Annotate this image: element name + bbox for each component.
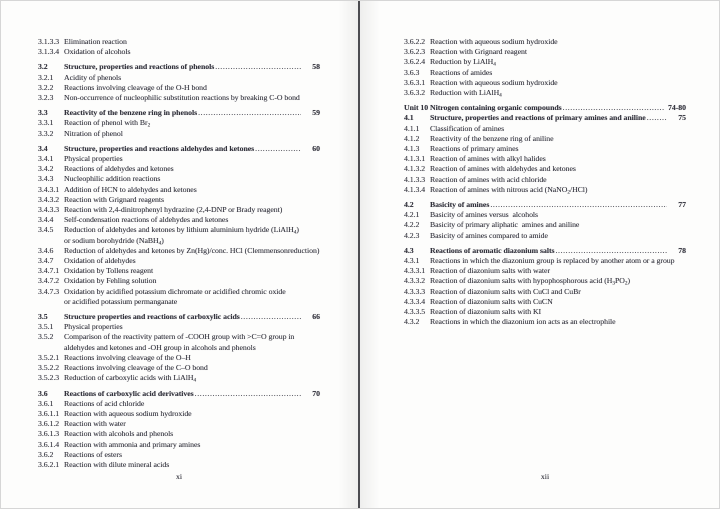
toc-entry [38,62,320,72]
toc-entry-title: Reaction of diazonium salts with CuCl and CuBr [430,286,581,296]
toc-entry-title: Reaction with Grignard reagent [430,47,528,57]
toc-entry [38,205,320,215]
toc-entry [38,164,320,174]
toc-entry-title: Reaction with 2,4-dinitrophenyl hydrazine (2,4-DNP or Brady reagent) [64,205,283,215]
toc-entry-title: Nucleophilic addition reactions [64,174,161,184]
toc-entry-page-ref: 75 [678,113,686,123]
toc-entry-title: Non-occurrence of nucleophilic substitution reactions by breaking C-O bond [64,93,300,103]
toc-entry-number: 3.6.2.4 [404,57,426,67]
toc-entry [38,332,320,342]
toc-entry-title: Reaction with dilute mineral acids [64,459,170,469]
toc-entry-page-ref: 70 [312,388,320,398]
toc-entry-page-ref: 77 [678,200,686,210]
toc-entry [38,389,320,399]
toc-entry-number: 4.3.1 [404,256,420,266]
toc-entry [38,195,320,205]
toc-entry-number: 4.1.3.3 [404,174,426,184]
toc-entry [404,164,686,174]
toc-entry [38,440,320,450]
toc-entry-title: Reaction of diazonium salts with water [430,266,551,276]
toc-entry [404,57,686,67]
toc-entry [404,154,686,164]
toc-entry-title: Reactions of primary amines [430,144,519,154]
left-page-number-footer: xi [175,472,183,481]
toc-entry [38,297,320,307]
toc-entry-number: 4.3.3.1 [404,266,426,276]
toc-entry [38,154,320,164]
toc-entry [38,450,320,460]
toc-entry [404,246,686,256]
dot-leader [241,312,301,322]
toc-entry-number: 3.4.3.2 [38,194,60,204]
toc-entry-number: Unit 10 [404,103,429,113]
toc-entry-number: 3.4.3 [38,174,54,184]
toc-entry [404,37,686,47]
toc-entry [38,419,320,429]
toc-entry [38,399,320,409]
toc-entry-title: Reduction of aldehydes and ketones by Zn(Hg)/conc. HCl (Clemmensonreduction) [64,245,320,255]
toc-entry-title: or sodium borohydride (NaBH$_4$) [64,235,164,247]
toc-entry-number: 3.6.3.1 [404,77,426,87]
toc-entry-number: 3.2 [38,62,48,72]
gutter-shadow-left [338,1,358,509]
toc-entry-title: Reduction with LiAlH$_4$ [430,88,502,99]
toc-entry-title: Reactivity of the benzene ring of aniline [430,133,554,143]
toc-entry-number: 4.3.3.4 [404,296,426,306]
toc-entry-title: Reaction of amines with aldehydes and ketones [430,164,576,174]
toc-entry-title: Reactions of carboxylic acid derivatives [64,388,194,398]
toc-entry-number: 4.1.3 [404,144,420,154]
toc-entry-number: 4.1 [404,113,414,123]
toc-entry-title: or acidified potassium permanganate [64,296,178,306]
toc-entry [38,236,320,246]
toc-entry-title: Structure properties and reactions of carboxylic acids [64,312,240,322]
toc-entry [404,68,686,78]
toc-entry [404,134,686,144]
toc-entry [404,88,686,98]
toc-entry [38,312,320,322]
toc-entry-title: Reactions of amides [430,67,493,77]
toc-entry-number: 3.4.6 [38,245,54,255]
toc-entry-page-ref: 60 [312,143,320,153]
toc-entry-number: 3.4.7.2 [38,276,60,286]
toc-entry-title: Reactions involving cleavage of the O–H [64,352,191,362]
toc-entry [404,307,686,317]
toc-entry [404,175,686,185]
toc-entry-number: 3.6.2.2 [404,37,426,46]
toc-entry-number: 4.3 [404,245,414,255]
toc-entry-title: Reaction of amines with acid chloride [430,174,547,184]
toc-entry-title: Physical properties [64,154,123,164]
toc-entry [38,83,320,93]
toc-entry [38,429,320,439]
toc-entry-number: 4.3.3.5 [404,307,426,317]
toc-entry-title: Reaction with water [64,419,126,429]
toc-entry [38,47,320,57]
toc-entry-title: Reactions involving cleavage of the C–O bond [64,363,208,373]
toc-entry-page-ref: 74-80 [668,103,686,113]
toc-entry-title: Reaction with aqueous sodium hydroxide [64,408,192,418]
toc-entry-number: 3.4.5 [38,225,54,235]
toc-entry [404,144,686,154]
toc-entry [38,460,320,470]
dot-leader [255,144,301,154]
toc-entry [38,93,320,103]
toc-entry [38,373,320,383]
toc-entry [38,108,320,118]
dot-leader [195,389,301,399]
toc-entry-title: Reactions in which the diazonium group is replaced by another atom or a group [430,256,675,266]
toc-entry-number: 3.4.7 [38,256,54,266]
toc-entry-title: Classification of amines [430,123,505,133]
toc-entry-title: Reaction of amines with nitrous acid (NaNO$_2$/HCl) [430,184,588,196]
toc-entry-page-ref: 66 [312,312,320,322]
toc-entry [38,118,320,128]
right-page-number-footer: xii [540,472,550,481]
toc-entry-number: 4.1.1 [404,123,420,133]
toc-entry-number: 3.2.2 [38,82,54,92]
toc-entry [404,124,686,134]
toc-entry-title: Reaction of diazonium salts with CuCN [430,296,553,306]
toc-entry-title: Reduction of aldehydes and ketones by lithium aluminium hydride (LiAlH$_4$) [64,225,299,236]
toc-entry [404,103,686,113]
toc-entry-number: 3.6.3.2 [404,88,426,98]
toc-entry-title: Reaction of phenol with $Br_2$ [64,118,151,129]
toc-entry [38,215,320,225]
toc-entry [404,210,686,220]
toc-entry-number: 4.1.2 [404,133,420,143]
toc-entry-title: Reactions in which the diazonium ion acts as an electrophile [430,317,616,327]
toc-entry-number: 3.4 [38,143,48,153]
toc-entry [38,353,320,363]
toc-entry-number: 3.5.2.3 [38,373,60,383]
toc-entry-number: 3.4.3.1 [38,184,60,194]
toc-entry-title: Basicity of amines [430,200,490,210]
toc-entry-number: 3.4.7.3 [38,286,60,296]
toc-entry-number: 3.2.1 [38,72,54,82]
dot-leader [490,200,667,210]
toc-entry-number: 4.3.3.2 [404,276,426,286]
toc-entry [38,73,320,83]
toc-entry-number: 3.1.3.4 [38,47,60,57]
toc-entry-number: 4.1.3.1 [404,154,426,164]
toc-entry-title: Reactions of aldehydes and ketones [64,164,174,174]
toc-entry [38,185,320,195]
toc-entry-number: 3.4.3.3 [38,205,60,215]
toc-entry-number: 4.2.3 [404,230,420,240]
toc-entry-title: Reaction with aqueous sodium hydroxide [430,77,558,87]
toc-entry-title: Oxidation by Fehling solution [64,276,157,286]
toc-entry-title: Reactivity of the benzene ring in phenols [64,108,198,118]
toc-entry-title: Reaction with ammonia and primary amines [64,439,201,449]
toc-entry-number: 4.2.2 [404,220,420,230]
toc-entry-number: 4.1.3.2 [404,164,426,174]
toc-entry-number: 4.3.2 [404,317,420,327]
toc-entry-number: 3.6.3 [404,67,420,77]
toc-entry-number: 3.6.1.3 [38,429,60,439]
toc-entry-number: 4.3.3.3 [404,286,426,296]
toc-entry-title: Structure, properties and reactions aldehydes and ketones [64,143,255,153]
toc-entry-page-ref: 78 [678,245,686,255]
toc-entry-number: 3.5 [38,312,48,322]
toc-entry-number: 3.6.1.1 [38,408,60,418]
toc-entry [404,78,686,88]
toc-entry-number: 3.5.2 [38,332,54,342]
toc-entry-title: Reduction of carboxylic acids with LiAlH$_4$ [64,373,197,384]
book-gutter-line [358,1,360,509]
toc-entry-number: 3.3.1 [38,118,54,128]
left-page-toc [38,37,320,470]
toc-entry-number: 3.5.2.1 [38,352,60,362]
toc-entry [404,317,686,327]
toc-entry-number: 3.3.2 [38,128,54,138]
toc-entry-number: 3.1.3.3 [38,37,60,46]
toc-entry-title: Reaction with Grignard reagents [64,194,164,204]
toc-entry-page-ref: 58 [312,62,320,72]
toc-entry-title: Basicity of primary aliphatic amines and aniline [430,220,580,230]
toc-entry [404,47,686,57]
toc-entry-title: Basicity of amines versus alcohols [430,210,539,220]
toc-entry [404,287,686,297]
toc-entry-title: Reduction by LiAlH$_4$ [430,57,496,68]
toc-entry-title: Oxidation by Tollens reagent [64,266,154,276]
toc-entry-number: 3.5.2.2 [38,363,60,373]
toc-entry [404,266,686,276]
toc-entry-number: 4.2 [404,200,414,210]
toc-entry-title: Oxidation of alcohols [64,47,131,57]
toc-entry-number: 3.6.2.3 [404,47,426,57]
toc-entry-number: 4.2.1 [404,210,420,220]
toc-entry [404,276,686,286]
toc-entry-title: Reaction of amines with alkyl halides [430,154,546,164]
toc-entry [38,174,320,184]
toc-entry-number: 3.4.2 [38,164,54,174]
toc-entry [38,322,320,332]
toc-entry-title: Physical properties [64,322,123,332]
right-page-toc [404,37,686,327]
toc-entry [404,185,686,195]
toc-entry-number: 3.2.3 [38,93,54,103]
toc-entry-title: Addition of HCN to aldehydes and ketones [64,184,197,194]
dot-leader [563,103,665,113]
toc-entry-title: Self-condensation reactions of aldehydes and ketones [64,215,229,225]
toc-entry-title: Basicity of amines compared to amide [430,230,548,240]
toc-entry-number: 3.4.7.1 [38,266,60,276]
toc-entry-title: Acidity of phenols [64,72,122,82]
toc-entry-title: Reactions of acid chloride [64,398,145,408]
toc-entry-number: 3.6.1.2 [38,419,60,429]
toc-entry-title: Elimination reaction [64,37,127,46]
dot-leader [215,62,301,72]
toc-entry-number: 3.6.1 [38,398,54,408]
toc-entry-title: Nitration of phenol [64,128,123,138]
toc-entry-number: 3.4.4 [38,215,54,225]
dot-leader [198,108,301,118]
toc-entry [404,200,686,210]
toc-entry [38,225,320,235]
toc-entry-title: Oxidation by acidified potassium dichromate or acidified chromic oxide [64,286,286,296]
dot-leader [555,246,667,256]
toc-entry [38,276,320,286]
toc-entry-number: 3.6.2.1 [38,459,60,469]
toc-entry-title: aldehydes and ketones and -OH group in alcohols and phenols [64,342,256,352]
toc-entry [38,256,320,266]
toc-entry [404,297,686,307]
toc-entry-number: 3.6 [38,388,48,398]
toc-entry-number: 3.3 [38,108,48,118]
toc-entry [38,266,320,276]
toc-entry [38,144,320,154]
toc-entry-number: 3.4.1 [38,154,54,164]
toc-entry [38,363,320,373]
toc-entry-title: Reactions of esters [64,449,122,459]
toc-entry [404,256,686,266]
toc-entry-title: Nitrogen containing organic compounds [430,103,562,113]
toc-entry-title: Comparison of the reactivity pattern of -COOH group with >C=O group in [64,332,295,342]
toc-entry [38,343,320,353]
toc-entry [38,409,320,419]
toc-entry-number: 3.5.1 [38,322,54,332]
gutter-shadow-right [360,1,380,509]
toc-entry-title: Reactions of aromatic diazonium salts [430,245,555,255]
toc-entry-number: 3.6.2 [38,449,54,459]
toc-entry-title: Reaction with aqueous sodium hydroxide [430,37,558,46]
toc-entry-title: Structure, properties and reactions of phenols [64,62,215,72]
toc-entry [404,231,686,241]
toc-entry [38,37,320,47]
toc-entry-page-ref: 59 [312,108,320,118]
toc-entry-number: 3.6.1.4 [38,439,60,449]
toc-entry-title: Reaction with alcohols and phenols [64,429,174,439]
toc-entry-title: Reactions involving cleavage of the O-H bond [64,82,207,92]
toc-entry [404,113,686,123]
toc-entry-title: Oxidation of aldehydes [64,256,136,266]
toc-entry [404,220,686,230]
toc-entry [38,129,320,139]
toc-entry [38,287,320,297]
toc-entry-number: 4.1.3.4 [404,184,426,194]
toc-entry-title: Reaction of diazonium salts with hypophosphorous acid $(H_3PO_2)$ [430,276,630,287]
toc-entry-title: Structure, properties and reactions of primary amines and aniline [430,113,646,123]
toc-entry [38,246,320,256]
dot-leader [647,113,667,123]
toc-entry-title: Reaction of diazonium salts with KI [430,307,542,317]
